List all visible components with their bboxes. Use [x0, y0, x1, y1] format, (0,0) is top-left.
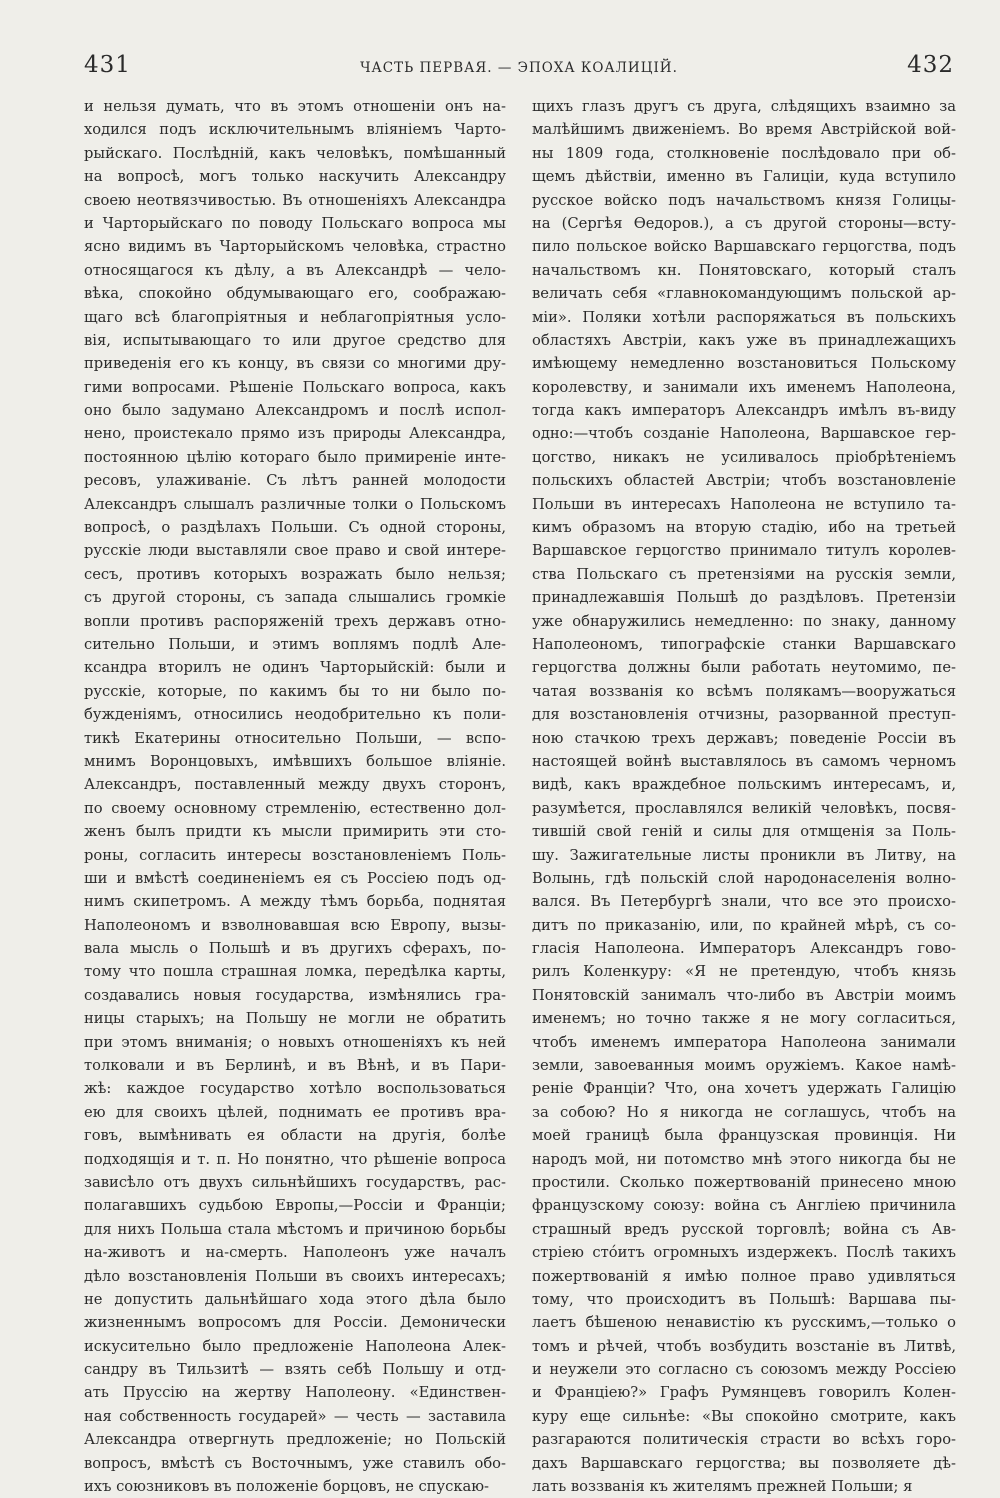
text-line: ихъ союзниковъ въ положеніе борцовъ, не спускаю-: [84, 1478, 490, 1496]
page-header: [84, 52, 954, 92]
text-line: говъ, вымѣнивать ея области на другія, болѣе: [84, 1127, 506, 1145]
text-line: ницы старыхъ; на Польшу не могли не обратить: [84, 1010, 506, 1028]
text-line: пожертвованій я имѣю полное право удивляться: [532, 1267, 956, 1285]
text-line: нено, проистекало прямо изъ природы Александра,: [84, 425, 506, 443]
text-line: вопросъ, вмѣстѣ съ Восточнымъ, уже ставилъ обо-: [84, 1454, 506, 1472]
text-line: при этомъ вниманія; о новыхъ отношеніяхъ къ ней: [84, 1033, 506, 1051]
text-line: страшный вредъ русской торговлѣ; война съ Ав-: [532, 1220, 956, 1238]
right-column: [532, 95, 956, 1498]
text-line: за собою? Но я никогда не соглашусь, чтобъ на: [532, 1103, 956, 1121]
text-line: создавались новыя государства, измѣнялись гра-: [84, 986, 506, 1004]
text-line: Понятовскій занималъ что-либо въ Австріи моимъ: [532, 986, 956, 1004]
text-line: ная собственность государей» — честь — заставила: [84, 1407, 506, 1425]
text-line: на (Сергѣя Ѳедоров.), а съ другой стороны—всту-: [532, 214, 956, 232]
text-line: гими вопросами. Рѣшеніе Польскаго вопроса, какъ: [84, 378, 506, 396]
text-line: пило польское войско Варшавскаго герцогства, подъ: [532, 238, 956, 256]
text-line: оно было задумано Александромъ и послѣ испол-: [84, 402, 506, 420]
text-line: польскихъ областей Австріи; чтобъ возстановленіе: [532, 472, 956, 490]
text-line: вопли противъ распоряженій трехъ державъ отно-: [84, 612, 506, 630]
text-line: дахъ Варшавскаго герцогства; вы позволяете дѣ-: [532, 1454, 956, 1472]
text-line: вопросѣ, о раздѣлахъ Польши. Съ одной стороны,: [84, 519, 506, 537]
text-line: малѣйшимъ движеніемъ. Во время Австрійской вой-: [532, 121, 956, 139]
text-line: вѣка, спокойно обдумывающаго его, соображаю-: [84, 285, 506, 303]
text-line: одно:—чтобъ созданіе Наполеона, Варшавское гер-: [532, 425, 956, 443]
text-line: реніе Франціи? Что, она хочетъ удержать Галицію: [532, 1080, 956, 1098]
text-line: гласія Наполеона. Императоръ Александръ гово-: [532, 940, 956, 958]
text-line: ши и вмѣстѣ соединеніемъ ея съ Россіею подъ од-: [84, 869, 506, 887]
text-line: сительно Польши, и этимъ воплямъ подлѣ Але-: [84, 635, 506, 653]
text-line: рыйскаго. Послѣдній, какъ человѣкъ, помѣшанный: [84, 144, 506, 162]
text-line: бужденіямъ, относились неодобрительно къ поли-: [84, 706, 506, 724]
text-line: нимъ скипетромъ. А между тѣмъ борьба, поднятая: [84, 893, 506, 911]
text-line: лаетъ бѣшеною ненавистію къ русскимъ,—только о: [532, 1314, 956, 1332]
text-line: вала мысль о Польшѣ и въ другихъ сферахъ, по-: [84, 940, 506, 958]
text-line: моей границѣ была французская провинція. Ни: [532, 1127, 956, 1145]
text-line: для нихъ Польша стала мѣстомъ и причиною борьбы: [84, 1220, 506, 1238]
text-line: и нельзя думать, что въ этомъ отношеніи онъ на-: [84, 98, 506, 115]
text-line: тикѣ Екатерины относительно Польши, — вспо-: [84, 729, 506, 747]
text-line: міи». Поляки хотѣли распоряжаться въ польскихъ: [532, 308, 956, 326]
text-line: куру еще сильнѣе: «Вы спокойно смотрите, какъ: [532, 1407, 956, 1425]
text-line: ею для своихъ цѣлей, поднимать ее противъ вра-: [84, 1103, 506, 1121]
text-line: и неужели это согласно съ союзомъ между Россіею: [532, 1361, 956, 1379]
text-line: русскіе люди выставляли свое право и свой интере-: [84, 542, 506, 560]
text-line: Александръ слышалъ различные толки о Польскомъ: [84, 495, 506, 513]
text-line: постоянною цѣлію котораго было примиреніе инте-: [84, 448, 506, 466]
text-line: по своему основному стремленію, естественно дол-: [84, 799, 506, 817]
text-line: томъ и рѣчей, чтобъ возбудить возстаніе въ Литвѣ,: [532, 1337, 956, 1355]
text-line: ства Польскаго съ претензіями на русскія земли,: [532, 565, 956, 583]
text-line: сандру въ Тильзитѣ — взять себѣ Польшу и отд-: [84, 1361, 506, 1379]
text-line: начальствомъ кн. Понятовскаго, который сталъ: [532, 261, 956, 279]
text-line: кимъ образомъ на вторую стадію, ибо на третьей: [532, 519, 956, 537]
text-line: чтобъ именемъ императора Наполеона занимали: [532, 1033, 956, 1051]
text-line: ясно видимъ въ Чарторыйскомъ человѣка, страстно: [84, 238, 506, 256]
text-line: подходящія и т. п. Но понятно, что рѣшеніе вопроса: [84, 1150, 506, 1168]
running-title: ЧАСТЬ ПЕРВАЯ. — ЭПОХА КОАЛИЦІЙ.: [360, 60, 678, 76]
page-number-left: 431: [84, 52, 131, 78]
text-line: Варшавское герцогство принимало титулъ королев-: [532, 542, 956, 560]
text-line: полагавшихъ судьбою Европы,—Россіи и Франціи;: [84, 1197, 506, 1215]
text-line: относящагося къ дѣлу, а въ Александрѣ — чело-: [84, 261, 506, 279]
text-line: разумѣется, прославлялся великій человѣкъ, посвя-: [532, 799, 956, 817]
text-line: Наполеономъ, типографскіе станки Варшавскаго: [532, 635, 956, 653]
text-line: величать себя «главнокомандующимъ польской ар-: [532, 285, 956, 303]
text-line: тому, что происходитъ въ Польшѣ: Варшава пы-: [532, 1290, 956, 1308]
text-line: шу. Зажигательные листы проникли въ Литву, на: [532, 846, 956, 864]
text-line: щемъ дѣйствіи, именно въ Галиціи, куда вступило: [532, 168, 956, 186]
text-line: мнимъ Воронцовыхъ, имѣвшихъ большое вліяніе.: [84, 752, 506, 770]
text-line: видѣ, какъ враждебное польскимъ интересамъ, и,: [532, 776, 956, 794]
text-line: своею неотвязчивостью. Въ отношеніяхъ Александра: [84, 191, 506, 209]
text-line: вія, испытывающаго то или другое средство для: [84, 331, 506, 349]
text-line: на-животъ и на-смерть. Наполеонъ уже началъ: [84, 1244, 506, 1262]
text-line: толковали и въ Берлинѣ, и въ Вѣнѣ, и въ Пари-: [84, 1057, 506, 1075]
text-line: настоящей войнѣ выставлялось въ самомъ черномъ: [532, 752, 956, 770]
left-column: [84, 95, 506, 1498]
text-line: народъ мой, ни потомство мнѣ этого никогда бы не: [532, 1150, 956, 1168]
text-line: зависѣло отъ двухъ сильнѣйшихъ государствъ, рас-: [84, 1173, 506, 1191]
text-line: на вопросѣ, могъ только наскучить Александру: [84, 168, 506, 186]
text-line: разгараются политическія страсти во всѣхъ горо-: [532, 1431, 956, 1449]
text-line: герцогства должны были работать неутомимо, пе-: [532, 659, 956, 677]
text-line: рилъ Коленкуру: «Я не претендую, чтобъ князь: [532, 963, 956, 981]
text-line: искусительно было предложеніе Наполеона Алек-: [84, 1337, 506, 1355]
text-line: Александра отвергнуть предложеніе; но Польскій: [84, 1431, 506, 1449]
text-line: тому что пошла страшная ломка, передѣлка карты,: [84, 963, 506, 981]
text-line: дитъ по приказанію, или, по крайней мѣрѣ, съ со-: [532, 916, 956, 934]
text-line: стріею стóитъ огромныхъ издержекъ. Послѣ такихъ: [532, 1244, 956, 1262]
text-line: Волынь, гдѣ польскій слой народонаселенія волно-: [532, 869, 956, 887]
text-line: и Франціею?» Графъ Румянцевъ говорилъ Колен-: [532, 1384, 956, 1402]
text-line: роны, согласить интересы возстановленіемъ Поль-: [84, 846, 506, 864]
text-line: простили. Сколько пожертвованій принесено мною: [532, 1173, 956, 1191]
text-line: женъ былъ придти къ мысли примирить эти сто-: [84, 823, 506, 841]
text-line: сесъ, противъ которыхъ возражать было нельзя;: [84, 565, 506, 583]
text-line: Наполеономъ и взволновавшая всю Европу, вызы-: [84, 916, 506, 934]
text-line: жизненнымъ вопросомъ для Россіи. Демонически: [84, 1314, 506, 1332]
text-line: ходился подъ исключительнымъ вліяніемъ Чарто-: [84, 121, 506, 139]
text-line: именемъ; но точно также я не могу согласиться,: [532, 1010, 956, 1028]
text-line: жѣ: каждое государство хотѣло воспользоваться: [84, 1080, 506, 1098]
text-line: Польши въ интересахъ Наполеона не вступило та-: [532, 495, 956, 513]
text-line: приведенія его къ концу, въ связи со многими дру-: [84, 355, 506, 373]
text-line: русское войско подъ начальствомъ князя Голицы-: [532, 191, 956, 209]
text-line: щаго всѣ благопріятныя и неблагопріятныя усло-: [84, 308, 506, 326]
text-line: русскіе, которые, по какимъ бы то ни было по-: [84, 682, 506, 700]
text-line: не допустить дальнѣйшаго хода этого дѣла было: [84, 1290, 506, 1308]
text-line: принадлежавшія Польшѣ до раздѣловъ. Претензіи: [532, 589, 956, 607]
text-line: королевству, и занимали ихъ именемъ Наполеона,: [532, 378, 956, 396]
page-number-right: 432: [907, 52, 954, 78]
text-line: щихъ глазъ другъ съ друга, слѣдящихъ взаимно за: [532, 98, 956, 115]
text-line: тившій свой геній и силы для отмщенія за Поль-: [532, 823, 956, 841]
text-line: ною стачкою трехъ державъ; поведеніе Россіи въ: [532, 729, 956, 747]
text-line: ксандра вторилъ не одинъ Чарторыйскій: были и: [84, 659, 506, 677]
text-line: областяхъ Австріи, какъ уже въ принадлежащихъ: [532, 331, 956, 349]
text-line: вался. Въ Петербургѣ знали, что все это происхо-: [532, 893, 956, 911]
text-line: ать Пруссію на жертву Наполеону. «Единствен-: [84, 1384, 506, 1402]
text-line: дѣло возстановленія Польши въ своихъ интересахъ;: [84, 1267, 506, 1285]
text-line: ны 1809 года, столкновеніе послѣдовало при об-: [532, 144, 956, 162]
text-line: цогство, никакъ не усиливалось пріобрѣтеніемъ: [532, 448, 956, 466]
text-line: чатая воззванія ко всѣмъ полякамъ—вооружаться: [532, 682, 956, 700]
text-line: земли, завоеванныя моимъ оружіемъ. Какое намѣ-: [532, 1057, 956, 1075]
text-line: французскому союзу: война съ Англіею причинила: [532, 1197, 956, 1215]
text-line: тогда какъ императоръ Александръ имѣлъ въ-виду: [532, 402, 956, 420]
text-line: ресовъ, улаживаніе. Съ лѣтъ ранней молодости: [84, 472, 506, 490]
text-line: лать воззванія къ жителямъ прежней Польши; я: [532, 1478, 913, 1496]
text-line: уже обнаружились немедленно: по знаку, данному: [532, 612, 956, 630]
text-line: и Чарторыйскаго по поводу Польскаго вопроса мы: [84, 214, 506, 232]
text-line: имѣющему немедленно возстановиться Польскому: [532, 355, 956, 373]
text-line: съ другой стороны, съ запада слышались громкіе: [84, 589, 506, 607]
text-line: Александръ, поставленный между двухъ сторонъ,: [84, 776, 506, 794]
text-line: для возстановленія отчизны, разорванной преступ-: [532, 706, 956, 724]
